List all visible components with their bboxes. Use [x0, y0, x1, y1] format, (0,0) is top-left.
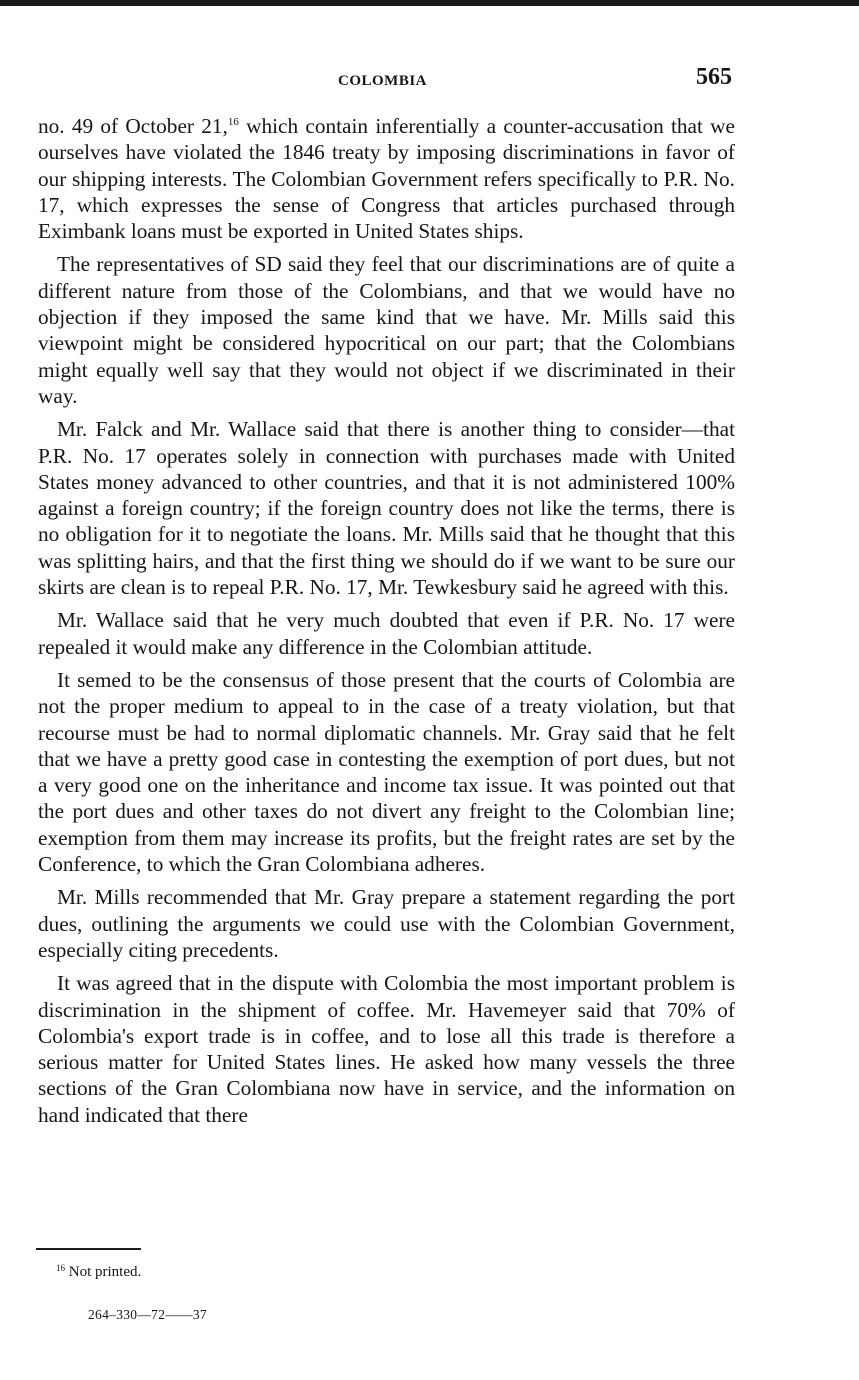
paragraph: Mr. Mills recommended that Mr. Gray prepare a statement regarding the port dues, outlining the arguments we could use with the Colombian Government, especially citing precedents.	[38, 885, 735, 962]
paragraph: The representatives of SD said they feel that our discriminations are of quite a different nature from those of the Colombians, and that we would have no objection if they imposed the same kind that we have. Mr. Mills said this viewpoint might be considered hypocritical on our part; that the Colombians might equally well say that they would not object if we discriminated in their way.	[38, 252, 735, 408]
footnote-marker: 16	[56, 1263, 65, 1273]
paragraph: Mr. Falck and Mr. Wallace said that there is another thing to consider—that P.R. No. 17 operates solely in connection with purchases made with United States money advanced to other countries, and that it is not administered 100% against a foreign country; if the foreign country does not like the terms, there is no obligation for it to negotiate the loans. Mr. Mills said that he thought that this was splitting hairs, and that the first thing we should do if we want to be sure our skirts are clean is to repeal P.R. No. 17, Mr. Tewkesbury said he agreed with this.	[38, 417, 735, 600]
footnote	[56, 1262, 141, 1282]
footnote-text: Not printed.	[65, 1264, 142, 1280]
paragraph: Mr. Wallace said that he very much doubted that even if P.R. No. 17 were repealed it would make any difference in the Colombian attitude.	[38, 608, 735, 659]
top-border-rule	[0, 0, 859, 6]
body-text	[38, 113, 735, 1135]
print-code: 264–330—72——37	[88, 1307, 207, 1322]
paragraph-continued	[38, 113, 735, 244]
footnote-reference: 16	[227, 116, 239, 128]
paragraph-text-rest: which contain inferentially a counter-accusation that we ourselves have violated the 1846 treaty by imposing discriminations in favor of our shipping interests. The Colombian Government refers specifically to P.R. No. 17, which expresses the sense of Congress that articles purchased through Eximbank loans must be exported in United States ships.	[38, 114, 735, 244]
paragraph: It was agreed that in the dispute with Colombia the most important problem is discrimination in the shipment of coffee. Mr. Havemeyer said that 70% of Colombia's export trade is in coffee, and to lose all this trade is therefore a serious matter for United States lines. He asked how many vessels the three sections of the Gran Colombiana now have in service, and the information on hand indicated that there	[38, 971, 735, 1127]
paragraph-text-start: no. 49 of October 21,	[38, 114, 228, 138]
running-title: COLOMBIA	[338, 73, 428, 89]
page-number: 565	[696, 64, 732, 90]
paragraph: It semed to be the consensus of those present that the courts of Colombia are not the proper medium to appeal to in the case of a treaty violation, but that recourse must be had to normal diplomatic channels. Mr. Gray said that he felt that we have a pretty good case in contesting the exemption of port dues, but not a very good one on the inheritance and income tax issue. It was pointed out that the port dues and other taxes do not divert any freight to the Colombian line; exemption from them may increase its profits, but the freight rates are set by the Conference, to which the Gran Colombiana adheres.	[38, 667, 735, 877]
footnote-rule	[36, 1248, 141, 1250]
